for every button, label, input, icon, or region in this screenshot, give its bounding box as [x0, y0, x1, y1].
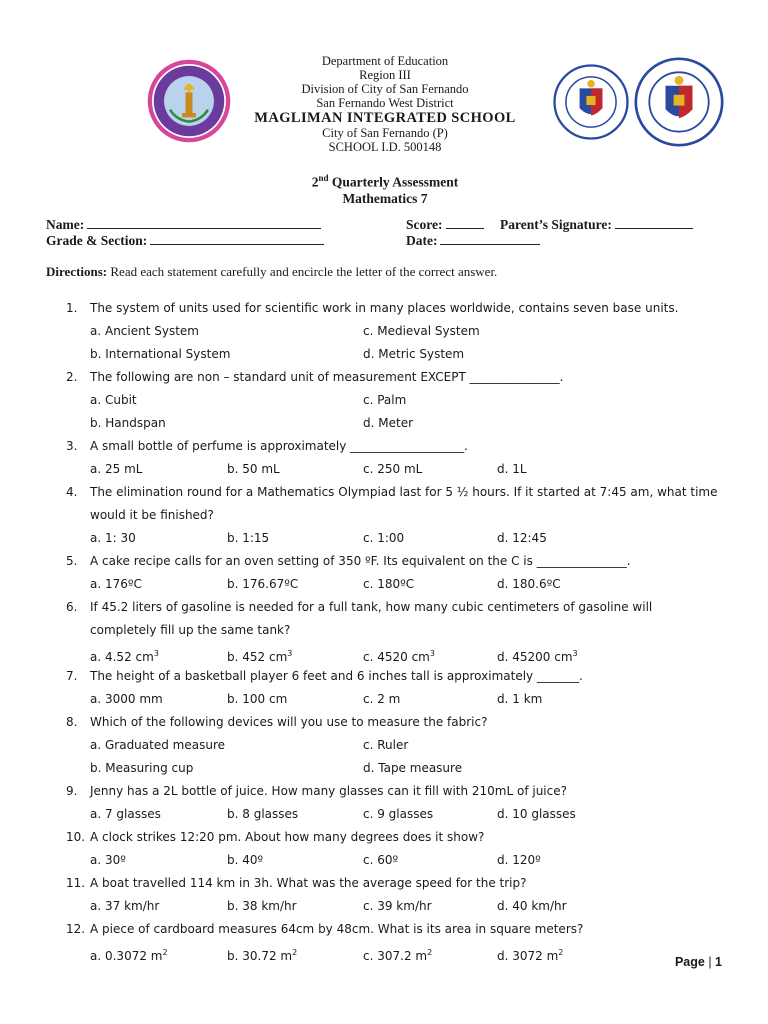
answer-choice[interactable] — [497, 458, 527, 481]
question-number: 5. — [66, 554, 78, 568]
answer-choice[interactable] — [363, 803, 433, 826]
directions — [46, 264, 497, 280]
question-item — [46, 826, 746, 872]
answer-choice[interactable] — [90, 573, 142, 596]
answer-choice[interactable] — [227, 895, 297, 918]
page-separator: | — [704, 955, 716, 969]
answer-choices — [90, 688, 746, 711]
answer-choice[interactable] — [227, 573, 298, 596]
answer-choice-text: b. 40º — [227, 853, 264, 867]
answer-choice[interactable] — [363, 527, 404, 550]
answer-choice-text: b. Measuring cup — [90, 761, 194, 775]
answer-choice-text: a. Graduated measure — [90, 738, 225, 752]
unit-exponent: 3 — [572, 649, 578, 658]
answer-choice[interactable] — [227, 458, 280, 481]
question-item — [46, 481, 746, 550]
answer-choice[interactable] — [90, 941, 168, 968]
answer-choice-text: a. 25 mL — [90, 462, 143, 476]
question-number — [46, 504, 90, 527]
question-stem — [46, 481, 746, 504]
question-text: The following are non – standard unit of measurement EXCEPT _______________. — [90, 370, 564, 384]
answer-choice-text: a. 4.52 cm — [90, 650, 154, 664]
header-line-region: Region III — [359, 68, 411, 82]
question-number: 6. — [66, 600, 78, 614]
answer-choice-text: d. 120º — [497, 853, 541, 867]
quarter-title: 2nd Quarterly Assessment — [311, 173, 459, 190]
question-stem — [46, 711, 746, 734]
answer-choice-text: b. 176.67ºC — [227, 577, 299, 591]
date-label: Date: — [406, 233, 438, 248]
answer-choices — [90, 895, 746, 918]
question-text: A small bottle of perfume is approximately ___________________. — [90, 439, 468, 453]
answer-choice-text: a. 3000 mm — [90, 692, 163, 706]
answer-choice[interactable] — [363, 895, 432, 918]
question-stem — [46, 550, 746, 573]
answer-choice-text: c. 1:00 — [363, 531, 405, 545]
name-label: Name: — [46, 217, 85, 232]
answer-choice-text: a. 7 glasses — [90, 807, 161, 821]
unit-exponent: 2 — [427, 948, 433, 957]
header-line-department: Department of Education — [321, 54, 449, 68]
question-stem — [46, 366, 746, 389]
choice-row — [90, 527, 746, 550]
question-number: 11. — [66, 876, 86, 890]
answer-choice[interactable] — [363, 389, 406, 412]
answer-choice[interactable] — [497, 573, 561, 596]
answer-choice-text: d. Meter — [363, 416, 414, 430]
answer-choice-text: d. Metric System — [363, 347, 465, 361]
unit-exponent: 2 — [292, 948, 298, 957]
question-stem — [46, 665, 746, 688]
answer-choice[interactable] — [497, 895, 567, 918]
question-stem — [46, 872, 746, 895]
question-item — [46, 550, 746, 596]
header-line-division: Division of City of San Fernando — [301, 82, 469, 96]
question-text: A clock strikes 12:20 pm. About how many degrees does it show? — [90, 830, 485, 844]
answer-choice-text: c. 307.2 m — [363, 949, 428, 963]
answer-choice-text: c. Ruler — [363, 738, 409, 752]
header-block — [230, 54, 540, 154]
answer-choice-text: d. 45200 cm — [497, 650, 573, 664]
choice-row — [90, 389, 746, 412]
choice-row — [90, 803, 746, 826]
school-name: MAGLIMAN INTEGRATED SCHOOL — [254, 110, 516, 126]
score-field[interactable] — [406, 216, 484, 233]
choice-row — [90, 458, 746, 481]
date-blank[interactable] — [440, 232, 540, 245]
answer-choices — [90, 849, 746, 872]
answer-choice-text: a. 37 km/hr — [90, 899, 160, 913]
unit-exponent: 3 — [429, 649, 435, 658]
answer-choice-text: d. 180.6ºC — [497, 577, 561, 591]
deped-seal-large-icon — [634, 57, 724, 147]
answer-choice[interactable] — [497, 803, 576, 826]
question-text: The system of units used for scientific work in many places worldwide, contains seven base units. — [90, 301, 679, 315]
answer-choice-text: b. 50 mL — [227, 462, 280, 476]
question-number: 2. — [66, 370, 78, 384]
directions-text: Read each statement carefully and encircle the letter of the correct answer. — [107, 264, 498, 279]
name-field[interactable] — [46, 216, 321, 233]
answer-choice[interactable] — [363, 573, 414, 596]
question-number: 4. — [66, 485, 78, 499]
question-number — [46, 619, 90, 642]
answer-choice[interactable] — [90, 458, 142, 481]
choice-row — [90, 895, 746, 918]
question-item — [46, 366, 746, 435]
question-item — [46, 711, 746, 780]
question-list — [46, 297, 746, 964]
choice-row — [90, 343, 746, 366]
choice-row — [90, 757, 746, 780]
answer-choice[interactable] — [227, 527, 269, 550]
answer-choices — [90, 734, 746, 780]
question-item — [46, 297, 746, 366]
header-line-school-id: SCHOOL I.D. 500148 — [328, 140, 442, 154]
answer-choice-text: d. 1L — [497, 462, 527, 476]
question-text: A boat travelled 114 km in 3h. What was the average speed for the trip? — [90, 876, 527, 890]
score-label: Score: — [406, 217, 443, 232]
answer-choice[interactable] — [90, 320, 199, 343]
deped-seal-icon — [553, 64, 629, 140]
question-number: 7. — [66, 669, 78, 683]
answer-choice[interactable] — [90, 688, 163, 711]
answer-choice-text: a. Ancient System — [90, 324, 199, 338]
question-text: Jenny has a 2L bottle of juice. How many glasses can it fill with 210mL of juice? — [90, 784, 567, 798]
answer-choice[interactable] — [90, 527, 136, 550]
header-line-city: City of San Fernando (P) — [322, 126, 448, 140]
unit-exponent: 3 — [287, 649, 293, 658]
grade-section-blank[interactable] — [150, 232, 324, 245]
answer-choice[interactable] — [363, 849, 398, 872]
answer-choices — [90, 803, 746, 826]
assessment-title — [230, 170, 540, 207]
answer-choice[interactable] — [363, 757, 462, 780]
question-item — [46, 780, 746, 826]
answer-choice-text: c. 250 mL — [363, 462, 423, 476]
question-stem — [46, 780, 746, 803]
answer-choice-text: d. 40 km/hr — [497, 899, 567, 913]
answer-choice[interactable] — [497, 688, 542, 711]
question-item — [46, 596, 746, 665]
answer-choice-text: b. 30.72 m — [227, 949, 293, 963]
question-text: completely fill up the same tank? — [90, 623, 291, 637]
answer-choice-text: b. International System — [90, 347, 231, 361]
answer-choice-text: c. 60º — [363, 853, 399, 867]
answer-choice[interactable] — [363, 320, 480, 343]
question-item — [46, 918, 746, 964]
answer-choices — [90, 389, 746, 435]
question-stem — [46, 619, 746, 642]
question-text: A piece of cardboard measures 64cm by 48cm. What is its area in square meters? — [90, 922, 584, 936]
answer-choice[interactable] — [227, 849, 263, 872]
unit-exponent: 2 — [558, 948, 564, 957]
choice-row — [90, 688, 746, 711]
answer-choice-text: b. 38 km/hr — [227, 899, 297, 913]
unit-exponent: 3 — [153, 649, 159, 658]
answer-choice[interactable] — [363, 734, 408, 757]
answer-choice-text: b. 452 cm — [227, 650, 288, 664]
answer-choice-text: c. 4520 cm — [363, 650, 430, 664]
parent-signature-field[interactable] — [500, 216, 693, 233]
page-number: 1 — [715, 955, 722, 969]
date-field[interactable] — [406, 232, 540, 249]
answer-choice[interactable] — [90, 412, 166, 435]
choice-row — [90, 320, 746, 343]
answer-choice-text: c. 180ºC — [363, 577, 415, 591]
answer-choice-text: d. 1 km — [497, 692, 543, 706]
choice-row — [90, 642, 746, 665]
question-number: 9. — [66, 784, 78, 798]
answer-choice[interactable] — [90, 343, 230, 366]
answer-choice-text: c. 39 km/hr — [363, 899, 432, 913]
question-stem — [46, 435, 746, 458]
answer-choice[interactable] — [227, 803, 298, 826]
choice-row — [90, 734, 746, 757]
answer-choice-text: a. 30º — [90, 853, 126, 867]
answer-choice[interactable] — [90, 734, 225, 757]
answer-choices — [90, 573, 746, 596]
page-label: Page — [674, 955, 705, 969]
question-number: 8. — [66, 715, 78, 729]
answer-choice[interactable] — [90, 849, 126, 872]
question-stem — [46, 826, 746, 849]
question-text: The elimination round for a Mathematics Olympiad last for 5 ½ hours. If it started at 7:45 am, what time — [90, 485, 718, 499]
grade-section-field[interactable] — [46, 232, 324, 249]
question-text: If 45.2 liters of gasoline is needed for a full tank, how many cubic centimeters of gasoline will — [90, 600, 653, 614]
question-number: 12. — [66, 922, 86, 936]
unit-exponent: 2 — [162, 948, 168, 957]
answer-choice-text: a. 1: 30 — [90, 531, 136, 545]
answer-choice[interactable] — [90, 803, 161, 826]
answer-choice-text: a. 0.3072 m — [90, 949, 163, 963]
name-blank[interactable] — [87, 216, 321, 229]
answer-choice-text: d. 10 glasses — [497, 807, 576, 821]
parent-signature-blank[interactable] — [615, 216, 693, 229]
answer-choice-text: c. Medieval System — [363, 324, 480, 338]
question-text: would it be finished? — [90, 508, 214, 522]
answer-choice-text: c. 2 m — [363, 692, 401, 706]
answer-choice-text: b. 1:15 — [227, 531, 270, 545]
question-text: The height of a basketball player 6 feet and 6 inches tall is approximately _______. — [90, 669, 583, 683]
answer-choice-text: d. Tape measure — [363, 761, 463, 775]
answer-choice[interactable] — [363, 458, 422, 481]
answer-choice[interactable] — [227, 688, 287, 711]
answer-choice[interactable] — [363, 941, 432, 968]
answer-choice[interactable] — [497, 849, 541, 872]
answer-choices — [90, 320, 746, 366]
answer-choice-text: a. 176ºC — [90, 577, 142, 591]
answer-choice-text: b. 8 glasses — [227, 807, 299, 821]
page-footer — [675, 955, 722, 969]
question-stem — [46, 297, 746, 320]
choice-row — [90, 941, 746, 964]
answer-choice-text: a. Cubit — [90, 393, 137, 407]
question-text: Which of the following devices will you use to measure the fabric? — [90, 715, 488, 729]
answer-choices — [90, 527, 746, 550]
question-item — [46, 872, 746, 918]
answer-choice-text: b. 100 cm — [227, 692, 288, 706]
question-number: 10. — [66, 830, 86, 844]
answer-choice-text: d. 3072 m — [497, 949, 559, 963]
answer-choice[interactable] — [227, 941, 297, 968]
answer-choices — [90, 941, 746, 964]
answer-choice[interactable] — [363, 688, 400, 711]
answer-choice[interactable] — [497, 941, 563, 968]
answer-choice[interactable] — [90, 895, 159, 918]
choice-row — [90, 573, 746, 596]
answer-choice[interactable] — [497, 527, 547, 550]
choice-row — [90, 849, 746, 872]
score-blank[interactable] — [446, 216, 484, 229]
subject-title: Mathematics 7 — [342, 190, 428, 206]
header-line-district: San Fernando West District — [316, 96, 454, 110]
answer-choice[interactable] — [90, 389, 137, 412]
answer-choice[interactable] — [90, 757, 193, 780]
answer-choice[interactable] — [363, 343, 464, 366]
parent-signature-label: Parent’s Signature: — [500, 217, 612, 232]
answer-choice-text: c. Palm — [363, 393, 407, 407]
answer-choice-text: c. 9 glasses — [363, 807, 434, 821]
question-stem — [46, 918, 746, 941]
question-number: 3. — [66, 439, 78, 453]
question-item — [46, 665, 746, 711]
directions-label: Directions: — [46, 264, 108, 279]
question-item — [46, 435, 746, 481]
question-stem — [46, 596, 746, 619]
answer-choices — [90, 642, 746, 665]
question-text: A cake recipe calls for an oven setting of 350 ºF. Its equivalent on the C is _______________. — [90, 554, 631, 568]
choice-row — [90, 412, 746, 435]
grade-section-label: Grade & Section: — [46, 233, 148, 248]
answer-choices — [90, 458, 746, 481]
answer-choice[interactable] — [363, 412, 413, 435]
school-logo-icon — [146, 58, 232, 144]
answer-choice-text: d. 12:45 — [497, 531, 547, 545]
question-number: 1. — [66, 301, 78, 315]
question-stem — [46, 504, 746, 527]
answer-choice-text: b. Handspan — [90, 416, 166, 430]
